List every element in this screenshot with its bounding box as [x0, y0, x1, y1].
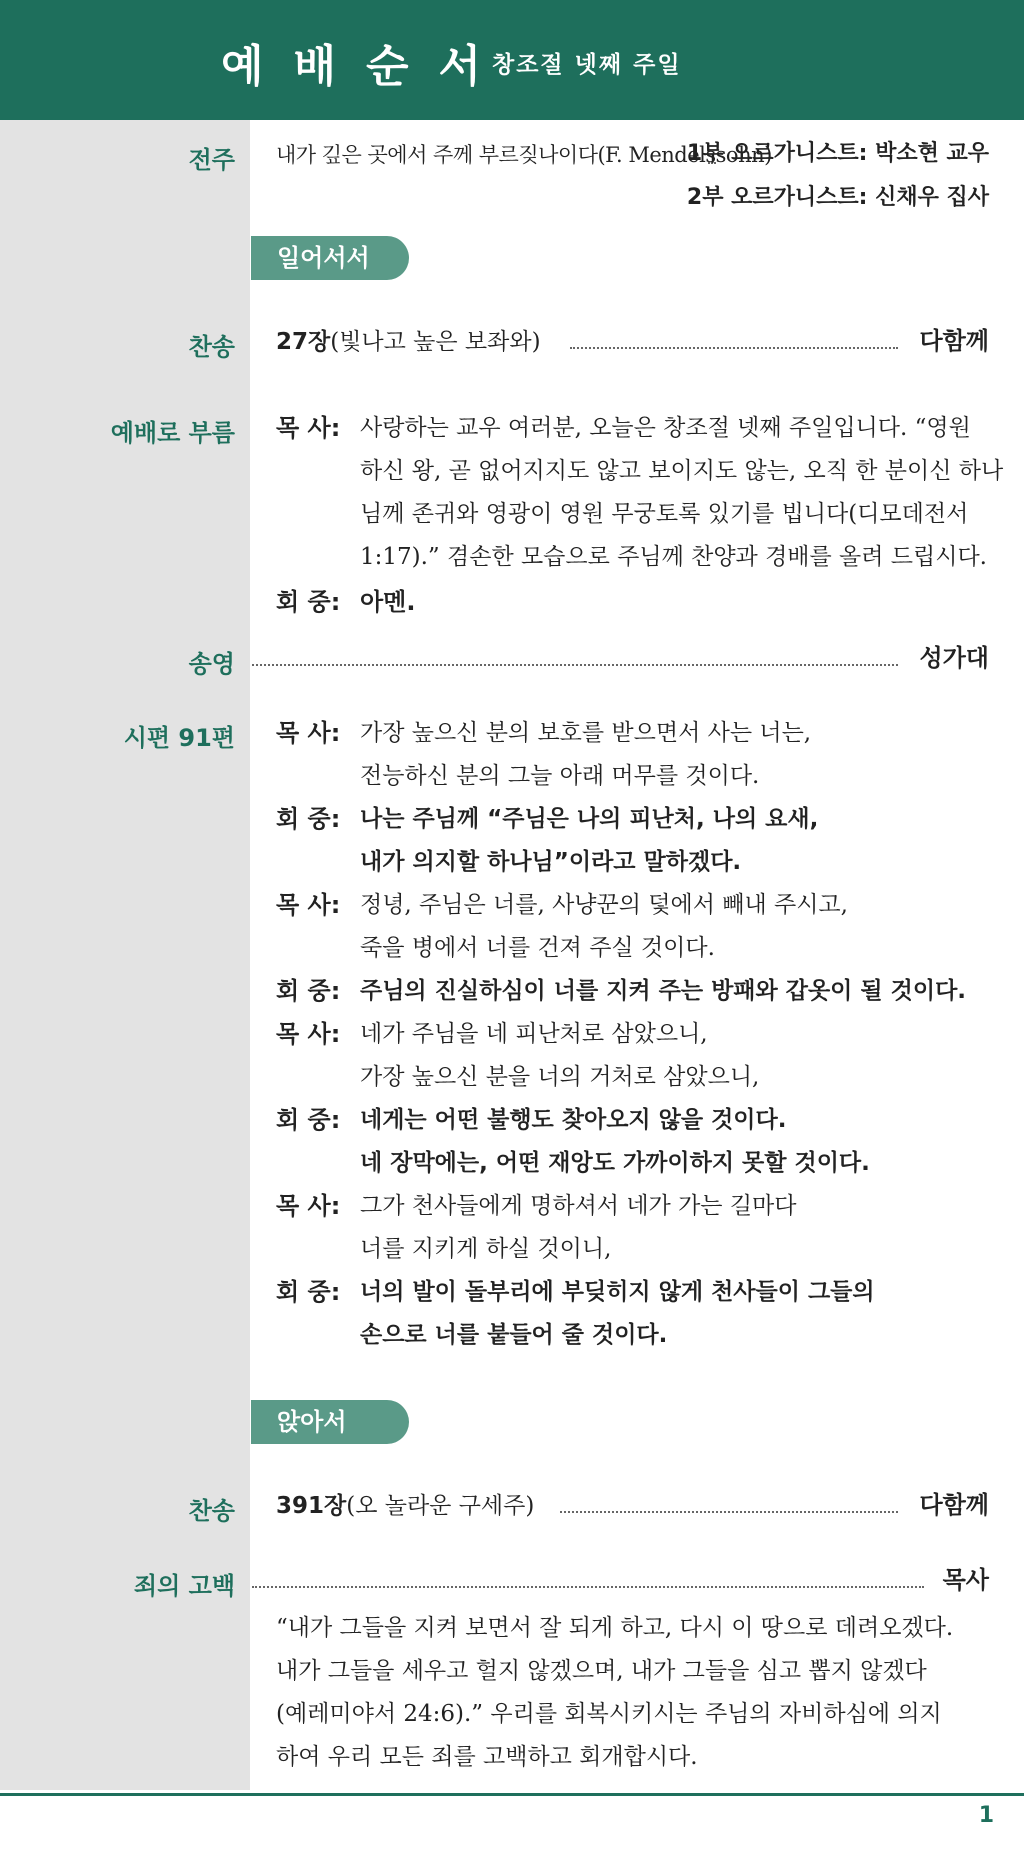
congregation-line: 주님의 진실하심이 너를 지켜 주는 방패와 갑옷이 될 것이다. — [360, 978, 967, 1004]
hymn2-label: 찬송 — [188, 1497, 235, 1525]
role-pastor: 목 사: — [276, 1020, 341, 1048]
page-number: 1 — [978, 1803, 994, 1828]
confession-text — [276, 1607, 988, 1779]
call-label: 예배로 부름 — [110, 419, 235, 447]
hymn1-number: 27장 — [276, 329, 331, 355]
role-congregation: 회 중: — [276, 1278, 341, 1306]
role-pastor: 목 사: — [276, 414, 341, 442]
congregation-line: 내가 의지할 하나님”이라고 말하겠다. — [360, 849, 742, 875]
call-line: 1:17).” 겸손한 모습으로 주님께 찬양과 경배를 올려 드립시다. — [360, 544, 987, 570]
congregation-line: 나는 주님께 “주님은 나의 피난처, 나의 요새, — [360, 806, 819, 832]
organist-2: 2부 오르가니스트: 신채우 집사 — [686, 185, 989, 210]
stand-badge: 일어서서 — [251, 236, 409, 280]
congregation-line: 너의 발이 돌부리에 부딪히지 않게 천사들이 그들의 — [360, 1279, 875, 1305]
prelude-label: 전주 — [188, 146, 235, 174]
hymn2-number: 391장 — [276, 1493, 347, 1519]
label-column — [0, 120, 250, 1790]
amen: 아멘. — [360, 588, 416, 616]
confession-label: 죄의 고백 — [133, 1572, 235, 1600]
dot-leader — [252, 664, 898, 666]
dot-leader — [560, 1511, 898, 1513]
organist-1: 1부 오르가니스트: 박소현 교우 — [686, 141, 989, 166]
header-bar — [0, 0, 1024, 120]
confession-line: (예레미야서 24:6).” 우리를 회복시키시는 주님의 자비하심에 의지 — [276, 1701, 942, 1727]
pastor-line: 네가 주님을 네 피난처로 삼았으니, — [360, 1021, 708, 1047]
role-pastor: 목 사: — [276, 1192, 341, 1220]
confession-by: 목사 — [942, 1566, 989, 1594]
role-congregation: 회 중: — [276, 588, 341, 616]
dot-leader — [252, 1586, 924, 1588]
confession-line: “내가 그들을 지켜 보면서 잘 되게 하고, 다시 이 땅으로 데려오겠다. — [276, 1615, 954, 1641]
hymn1-label: 찬송 — [188, 333, 235, 361]
pastor-line: 죽을 병에서 너를 건져 주실 것이다. — [360, 935, 715, 961]
confession-line: 하여 우리 모든 죄를 고백하고 회개합시다. — [276, 1744, 698, 1770]
pastor-line: 너를 지키게 하실 것이니, — [360, 1236, 612, 1262]
pastor-line: 가장 높으신 분을 너의 거처로 삼았으니, — [360, 1064, 760, 1090]
page-subtitle: 창조절 넷째 주일 — [492, 52, 682, 78]
hymn2-by: 다함께 — [919, 1491, 989, 1519]
pastor-line: 정녕, 주님은 너를, 사냥꾼의 덫에서 빼내 주시고, — [360, 892, 848, 918]
page-title: 예배순서 — [221, 41, 512, 92]
role-congregation: 회 중: — [276, 805, 341, 833]
pastor-line: 가장 높으신 분의 보호를 받으면서 사는 너는, — [360, 720, 812, 746]
call-line: 사랑하는 교우 여러분, 오늘은 창조절 넷째 주일입니다. “영원 — [360, 415, 971, 441]
role-congregation: 회 중: — [276, 1106, 341, 1134]
hymn2-title: (오 놀라운 구세주) — [346, 1493, 535, 1519]
pastor-line: 그가 천사들에게 명하셔서 네가 가는 길마다 — [360, 1193, 797, 1219]
hymn1-title: (빛나고 높은 보좌와) — [330, 329, 541, 355]
hymn1-by: 다함께 — [919, 327, 989, 355]
footer-rule — [0, 1793, 1024, 1796]
congregation-line: 손으로 너를 붙들어 줄 것이다. — [360, 1322, 668, 1348]
anthem-label: 송영 — [188, 650, 235, 678]
call-line: 님께 존귀와 영광이 영원 무궁토록 있기를 빕니다(디모데전서 — [360, 501, 969, 527]
call-line: 하신 왕, 곧 없어지지도 않고 보이지도 않는, 오직 한 분이신 하나 — [360, 458, 1004, 484]
dot-leader — [570, 347, 898, 349]
congregation-line: 네 장막에는, 어떤 재앙도 가까이하지 못할 것이다. — [360, 1150, 870, 1176]
role-pastor: 목 사: — [276, 891, 341, 919]
role-pastor: 목 사: — [276, 719, 341, 747]
prelude-piece: 내가 깊은 곳에서 주께 부르짖나이다(F. Mendelssohn) — [276, 143, 772, 167]
pastor-line: 전능하신 분의 그늘 아래 머무를 것이다. — [360, 763, 760, 789]
psalm-label: 시편 91편 — [123, 724, 235, 752]
sit-badge: 앉아서 — [251, 1400, 409, 1444]
role-congregation: 회 중: — [276, 977, 341, 1005]
confession-line: 내가 그들을 세우고 헐지 않겠으며, 내가 그들을 심고 뽑지 않겠다 — [276, 1658, 927, 1684]
congregation-line: 네게는 어떤 불행도 찾아오지 않을 것이다. — [360, 1107, 787, 1133]
anthem-by: 성가대 — [919, 644, 989, 672]
